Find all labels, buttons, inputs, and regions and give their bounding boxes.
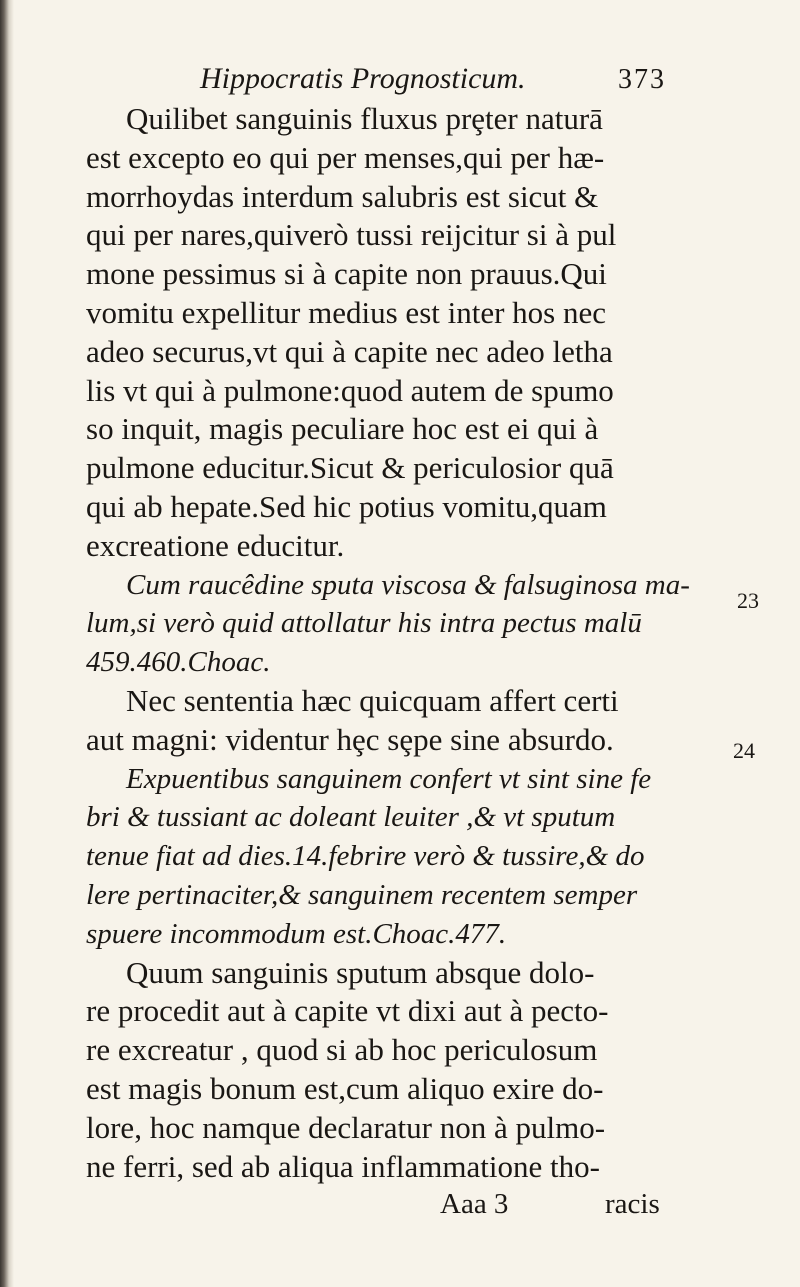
margin-note-23: 23 [737,588,759,613]
text-line: morrhoydas interdum salubris est sicut & [86,178,599,214]
text-line: excreatione educitur. [86,527,345,563]
italic-line: 459.460.Choac. [86,646,271,679]
text-line: so inquit, magis peculiare hoc est ei qui à [86,411,599,447]
margin-note-24: 24 [733,738,755,763]
italic-line: bri & tussiant ac doleant leuiter ,& vt sputum [86,801,616,834]
italic-line: Cum raucêdine sputa viscosa & falsuginosa ma- [126,568,690,601]
page-binding-edge [0,0,14,1287]
page-header [200,62,666,102]
italic-line: Expuentibus sanguinem confert vt sint sine fe [126,762,652,795]
text-line: lore, hoc namque declaratur non à pulmo- [86,1109,606,1145]
text-line: Nec sententia hæc quicquam affert certi [126,682,619,718]
catchword: racis [605,1188,660,1220]
running-title: Hippocratis Prognosticum. [200,62,526,95]
text-line: Quum sanguinis sputum absque dolo- [126,954,595,990]
text-line: pulmone educitur.Sicut & periculosior quā [86,450,614,486]
signature-mark: Aaa 3 [440,1188,509,1220]
italic-line: lum,si verò quid attollatur his intra pectus malū [86,607,642,640]
page-number: 373 [618,64,666,95]
text-line: ne ferri, sed ab aliqua inflammatione tho- [86,1148,600,1184]
body-text [86,100,690,1186]
text-line: qui per nares,quiverò tussi reijcitur si à pul [86,217,617,253]
text-line: re excreatur , quod si ab hoc periculosum [86,1032,598,1068]
text-line: lis vt qui à pulmone:quod autem de spumo [86,372,614,408]
text-line: re procedit aut à capite vt dixi aut à pecto- [86,993,609,1029]
text-line: adeo securus,vt qui à capite nec adeo letha [86,333,613,369]
text-line: vomitu expellitur medius est inter hos nec [86,294,607,330]
text-line: aut magni: videntur hȩc sȩpe sine absurdo. [86,721,614,757]
text-line: qui ab hepate.Sed hic potius vomitu,quam [86,488,607,524]
text-line: est excepto eo qui per menses,qui per hæ- [86,139,605,175]
text-line: est magis bonum est,cum aliquo exire do- [86,1070,604,1106]
italic-line: lere pertinaciter,& sanguinem recentem semper [86,878,638,911]
text-line: mone pessimus si à capite non prauus.Qui [86,256,607,292]
italic-line: spuere incommodum est.Choac.477. [86,917,507,950]
text-line: Quilibet sanguinis fluxus prȩter naturā [126,101,603,136]
italic-line: tenue fiat ad dies.14.febrire verò & tussire,& do [86,840,645,873]
